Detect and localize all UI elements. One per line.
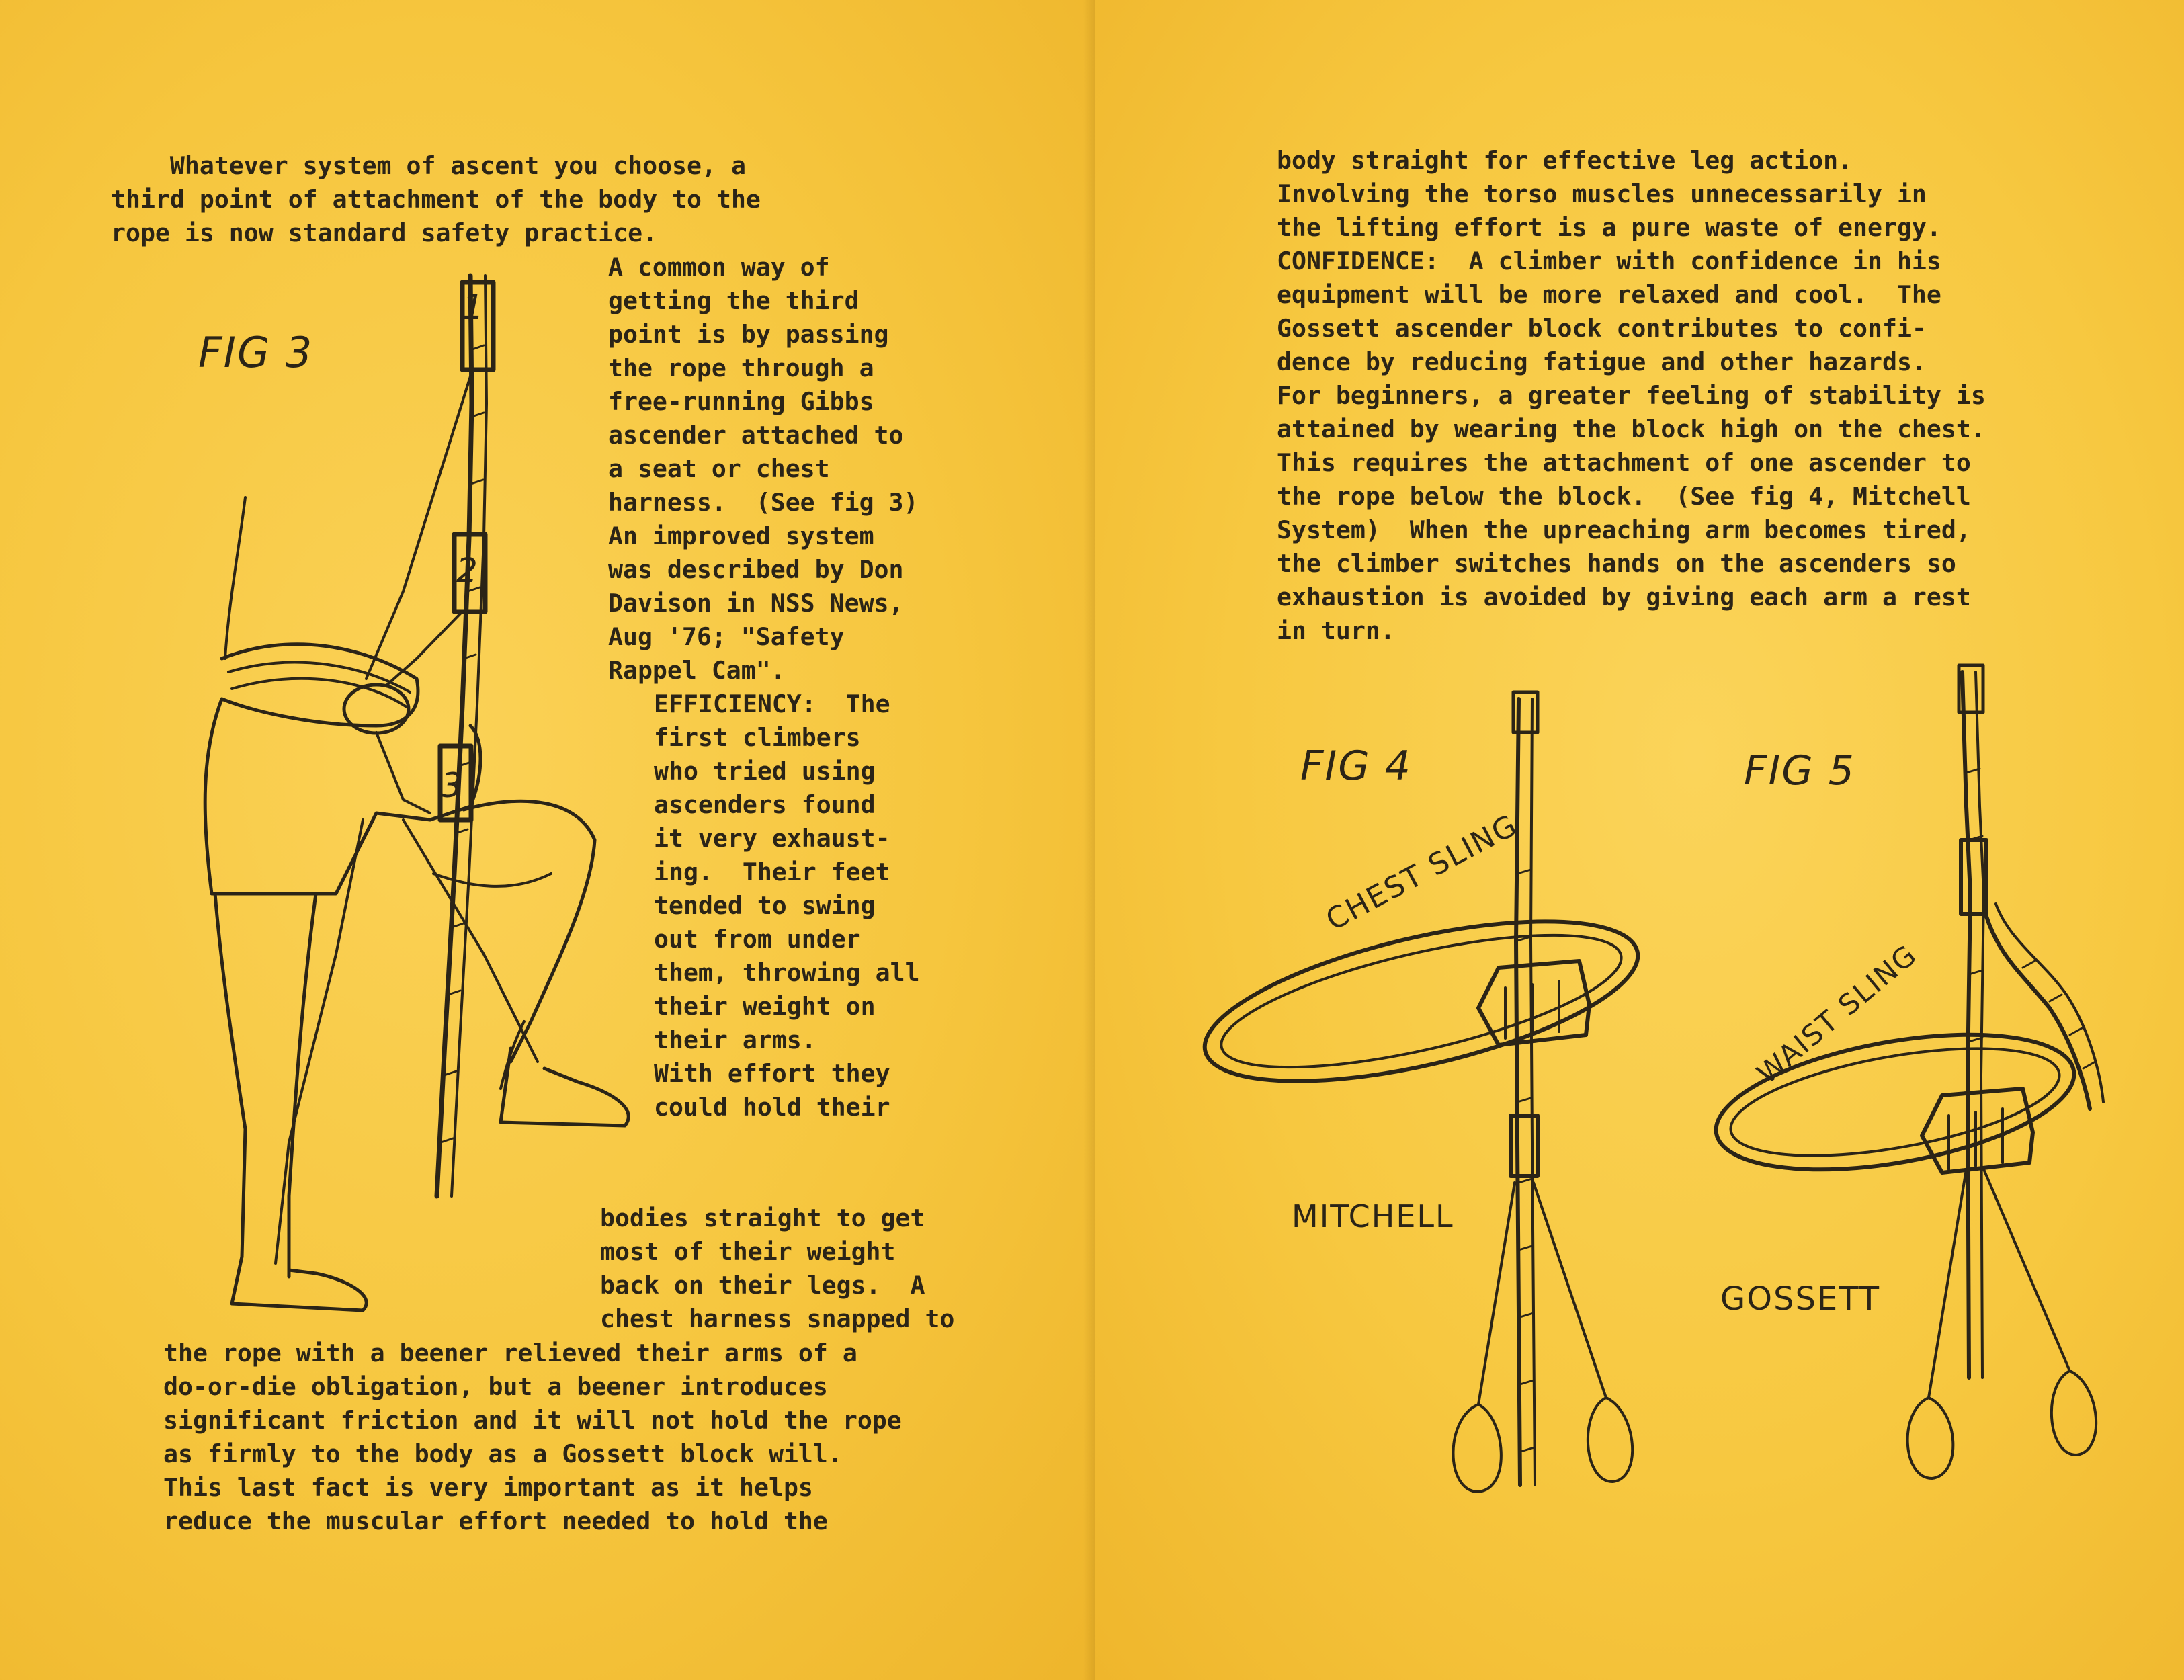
text-line: who tried using xyxy=(654,757,876,786)
fig5-gossett-block xyxy=(1922,1089,2033,1173)
fig4-fig5-drawings xyxy=(1095,0,2184,1680)
text-line: them, throwing all xyxy=(654,958,920,987)
right-page xyxy=(1095,0,2184,1680)
text-line: their arms. xyxy=(654,1025,816,1054)
text-line: Involving the torso muscles unnecessarily in xyxy=(1277,179,1927,208)
fig3-number-1: 1 xyxy=(462,288,485,327)
text-line: their weight on xyxy=(654,992,876,1021)
text-line: CONFIDENCE: A climber with confidence in his xyxy=(1277,247,1941,276)
text-line: it very exhaust- xyxy=(654,824,890,853)
text-line: EFFICIENCY: The xyxy=(654,689,890,718)
fig3-main-rope xyxy=(437,276,472,1196)
text-line: equipment will be more relaxed and cool. The xyxy=(1277,280,1941,309)
fig4-label: FIG 4 xyxy=(1300,743,1412,790)
text-line: tended to swing xyxy=(654,891,876,920)
text-line: ascender attached to xyxy=(608,421,904,450)
text-line: could hold their xyxy=(654,1093,890,1122)
text-line: out from under xyxy=(654,925,861,954)
text-line: A common way of xyxy=(608,253,830,282)
text-line: exhaustion is avoided by giving each arm a rest xyxy=(1277,583,1971,612)
fig4-rope xyxy=(1516,699,1520,1485)
fig3-front-foot xyxy=(501,1048,628,1126)
fig5-caption: GOSSETT xyxy=(1720,1280,1881,1318)
text-line: as firmly to the body as a Gossett block will. xyxy=(163,1439,843,1468)
text-line: Gossett ascender block contributes to confi- xyxy=(1277,314,1927,343)
text-line: With effort they xyxy=(654,1059,890,1088)
text-line: reduce the muscular effort needed to hold the xyxy=(163,1507,828,1536)
text-line: do-or-die obligation, but a beener introduces xyxy=(163,1372,828,1401)
text-line: For beginners, a greater feeling of stability is xyxy=(1277,381,1986,410)
text-line: getting the third xyxy=(608,286,859,315)
text-line: the climber switches hands on the ascenders so xyxy=(1277,549,1956,578)
text-line: a seat or chest xyxy=(608,454,830,483)
text-line: System) When the upreaching arm becomes tired, xyxy=(1277,515,1971,544)
text-line: the lifting effort is a pure waste of energy. xyxy=(1277,213,1941,242)
text-line: third point of attachment of the body to the xyxy=(111,185,761,214)
text-line: significant friction and it will not hold the rope xyxy=(163,1406,902,1435)
text-line: the rope with a beener relieved their arms of a xyxy=(163,1339,857,1368)
text-line: This last fact is very important as it helps xyxy=(163,1473,813,1502)
text-line: the rope through a xyxy=(608,353,874,382)
text-line: in turn. xyxy=(1277,616,1395,645)
chest-sling-label: CHEST SLING xyxy=(1320,808,1523,938)
fig4-caption: MITCHELL xyxy=(1292,1198,1454,1234)
text-line: Whatever system of ascent you choose, a xyxy=(111,151,746,180)
text-line: Aug '76; "Safety xyxy=(608,622,845,651)
fig5-right-foot-loop xyxy=(2052,1371,2096,1455)
text-line: chest harness snapped to xyxy=(600,1304,955,1333)
text-line: This requires the attachment of one ascender to xyxy=(1277,448,1971,477)
text-line: ascenders found xyxy=(654,790,876,819)
waist-sling-label: WAIST SLING xyxy=(1751,937,1924,1091)
fig5-rope xyxy=(1962,672,1970,1378)
text-line: the rope below the block. (See fig 4, Mitchell xyxy=(1277,482,1971,511)
text-line: first climbers xyxy=(654,723,861,752)
fig3-number-3: 3 xyxy=(441,766,464,805)
text-line: An improved system xyxy=(608,521,874,550)
fig4-left-foot-loop xyxy=(1454,1404,1501,1492)
fig4-right-foot-loop xyxy=(1588,1398,1632,1482)
text-line: most of their weight xyxy=(600,1237,896,1266)
text-line: Davison in NSS News, xyxy=(608,589,904,618)
fig5-label: FIG 5 xyxy=(1744,747,1855,794)
fig3-rear-foot xyxy=(232,1257,366,1310)
text-line: point is by passing xyxy=(608,320,889,349)
text-line: Rappel Cam". xyxy=(608,656,786,685)
text-line: free-running Gibbs xyxy=(608,387,874,416)
text-line: back on their legs. A xyxy=(600,1271,925,1300)
text-line: attained by wearing the block high on the chest. xyxy=(1277,415,1986,444)
fig3-label: FIG 3 xyxy=(198,328,314,377)
text-line: ing. Their feet xyxy=(654,857,890,886)
text-line: bodies straight to get xyxy=(600,1204,925,1232)
fig4-chest-sling xyxy=(1191,889,1652,1114)
text-line: rope is now standard safety practice. xyxy=(111,218,658,247)
text-line: was described by Don xyxy=(608,555,904,584)
text-line: dence by reducing fatigue and other hazards. xyxy=(1277,347,1927,376)
text-line: body straight for effective leg action. xyxy=(1277,146,1853,175)
text-line: harness. (See fig 3) xyxy=(608,488,919,517)
fig3-number-2: 2 xyxy=(456,551,479,590)
fig5-left-foot-loop xyxy=(1908,1398,1954,1478)
